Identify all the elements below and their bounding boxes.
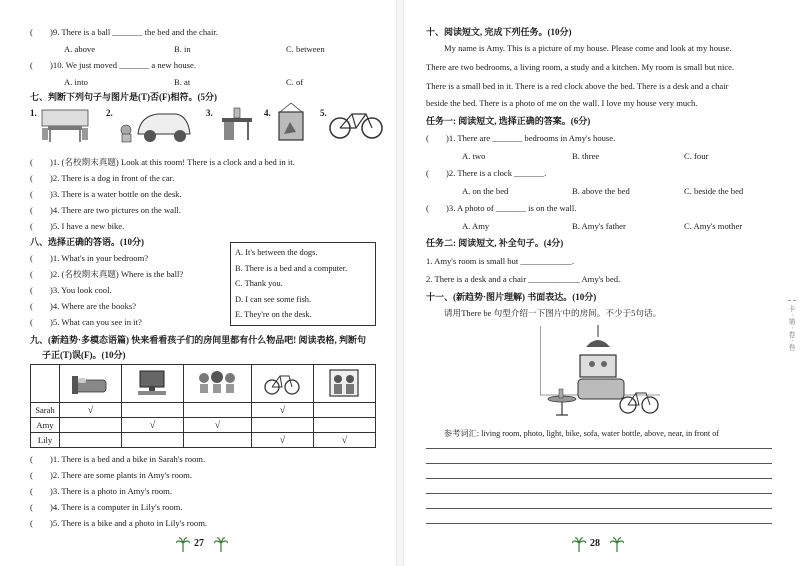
s8-item-3: ( )3. You look cool.	[30, 285, 112, 295]
table-header-plants	[183, 365, 251, 403]
passage-line-3: There is a small bed in it. There is a red clock above the bed. There is a desk and a chair	[426, 81, 729, 91]
binding-side-text: 卡 · 第 · 卷 · 卷	[788, 305, 796, 351]
task1-q1-option-a: A. two	[462, 151, 486, 161]
s8-item-5: ( )5. What can you see in it?	[30, 317, 142, 327]
q10-option-c: C. of	[286, 77, 304, 87]
s8-item-1: ( )1. What's in your bedroom?	[30, 253, 149, 263]
answer-option-c: C. Thank you.	[235, 279, 283, 288]
ceiling-lamp-icon	[586, 340, 610, 347]
s7-item-2: ( )2. There is a dog in front of the car.	[30, 173, 175, 183]
table-header-bed	[60, 365, 122, 403]
writing-line[interactable]	[426, 523, 772, 524]
pic-number-4: 4.	[264, 108, 271, 118]
answer-option-d: D. I can see some fish.	[235, 294, 312, 304]
cell	[252, 418, 314, 433]
plants-icon	[195, 368, 239, 398]
answer-option-a: A. It's between the dogs.	[235, 248, 318, 257]
task1-q1: ( )1. There are _______ bedrooms in Amy's house.	[426, 133, 616, 143]
row-name-amy: Amy	[31, 418, 60, 433]
s7-item-3: ( )3. There is a water bottle on the desk.	[30, 189, 182, 199]
writing-line[interactable]	[426, 508, 772, 509]
section9-title-line1: 九、(新趋势·多模态语篇) 快来看看孩子们的房间里都有什么物品吧! 阅读表格, 判断句	[30, 335, 366, 345]
bike-icon	[620, 393, 658, 413]
passage-line-4: beside the bed. There is a photo of me on the wall. I love my house very much.	[426, 98, 698, 108]
bike-icon	[262, 368, 302, 398]
left-page	[0, 0, 398, 566]
palm-decoration-icon	[572, 537, 586, 553]
cell	[313, 418, 375, 433]
pic-number-1: 1.	[30, 108, 37, 118]
items-table	[30, 364, 376, 448]
cell	[183, 433, 251, 448]
section11-instruction: 请用There be 句型介绍一下图片中的房间。不少于5句话。	[444, 308, 662, 318]
binding-mark	[788, 300, 796, 301]
s9-item-3: ( )3. There is a photo in Amy's room.	[30, 486, 172, 496]
cell	[121, 403, 183, 418]
writing-line[interactable]	[426, 463, 772, 464]
answer-option-b: B. There is a bed and a computer.	[235, 263, 348, 273]
task1-q3: ( )3. A photo of _______ is on the wall.	[426, 203, 577, 213]
dog-and-car-picture	[118, 104, 194, 146]
task1-q2-option-b: B. above the bed	[572, 186, 630, 196]
q9-option-a: A. above	[64, 44, 96, 54]
s7-item-5: ( )5. I have a new bike.	[30, 221, 125, 231]
pic-number-3: 3.	[206, 108, 213, 118]
page-number-left: 27	[194, 538, 204, 549]
right-page	[402, 0, 800, 566]
writing-line[interactable]	[426, 448, 772, 449]
task1-q3-option-a: A. Amy	[462, 221, 490, 231]
q10-option-a: A. into	[64, 77, 88, 87]
cell	[183, 403, 251, 418]
pic-number-2: 2.	[106, 108, 113, 118]
section9-title-line2: 子正(T)误(F)。(10分)	[42, 350, 126, 360]
s9-item-5: ( )5. There is a bike and a photo in Lily's room.	[30, 518, 208, 528]
cell: √	[121, 418, 183, 433]
section10-title: 十、阅读短文, 完成下列任务。(10分)	[426, 27, 572, 37]
writing-line[interactable]	[426, 478, 772, 479]
bike-picture	[328, 108, 384, 140]
passage-line-1: My name is Amy. This is a picture of my house. Please come and look at my house.	[444, 43, 732, 53]
cell: √	[60, 403, 122, 418]
s8-item-2: ( )2. (名校期末真题) Where is the ball?	[30, 269, 184, 279]
cell	[60, 418, 122, 433]
q10-option-b: B. at	[174, 77, 191, 87]
computer-icon	[132, 368, 172, 398]
task1-q3-option-b: B. Amy's father	[572, 221, 626, 231]
section11-title: 十一、(新趋势·图片理解) 书面表达。(10分)	[426, 292, 597, 302]
s9-item-1: ( )1. There is a bed and a bike in Sarah's room.	[30, 454, 206, 464]
cell	[313, 403, 375, 418]
task1-q2-option-c: C. beside the bed	[684, 186, 744, 196]
task2-item-2: 2. There is a desk and a chair ____________ Amy's bed.	[426, 274, 621, 284]
q9-option-b: B. in	[174, 44, 191, 54]
section7-title: 七、判断下列句子与图片是(T)否(F)相符。(5分)	[30, 92, 217, 102]
q9-option-c: C. between	[286, 44, 325, 54]
cell: √	[252, 433, 314, 448]
table-header-photo	[313, 365, 375, 403]
bed-icon	[70, 368, 110, 398]
task1-q3-option-c: C. Amy's mother	[684, 221, 743, 231]
cell	[60, 433, 122, 448]
task1-title: 任务一: 阅读短文, 选择正确的答案。(6分)	[426, 116, 591, 126]
cell: √	[313, 433, 375, 448]
palm-decoration-icon	[610, 537, 624, 553]
task2-item-1: 1. Amy's room is small but ____________.	[426, 256, 575, 266]
q9-text: ( )9. There is a ball _______ the bed and the chair.	[30, 27, 218, 37]
photo-icon	[324, 368, 364, 398]
page-number-right: 28	[590, 538, 600, 549]
s7-item-1: ( )1. (名校期末真题) Look at this room! There is a clock and a bed in it.	[30, 157, 295, 167]
wall-photo-icon	[580, 355, 616, 377]
task1-q2: ( )2. There is a clock _______.	[426, 168, 547, 178]
task1-q2-option-a: A. on the bed	[462, 186, 509, 196]
q10-text: ( )10. We just moved _______ a new house.	[30, 60, 196, 70]
answer-option-e: E. They're on the desk.	[235, 310, 312, 319]
palm-decoration-icon	[214, 537, 228, 553]
palm-decoration-icon	[176, 537, 190, 553]
vocabulary-hint: 参考词汇: living room, photo, light, bike, sofa, water bottle, above, near, in front of	[444, 429, 720, 438]
row-name-lily: Lily	[31, 433, 60, 448]
sofa-icon	[578, 379, 624, 399]
table-header-computer	[121, 365, 183, 403]
cell	[121, 433, 183, 448]
s7-item-4: ( )4. There are two pictures on the wall.	[30, 205, 181, 215]
living-room-illustration	[540, 325, 660, 420]
s9-item-2: ( )2. There are some plants in Amy's room.	[30, 470, 193, 480]
picture-frame-on-wall	[276, 102, 306, 142]
task1-q1-option-b: B. three	[572, 151, 600, 161]
table-header-bike	[252, 365, 314, 403]
s8-item-4: ( )4. Where are the books?	[30, 301, 137, 311]
desk-with-bottle-picture	[220, 104, 254, 144]
passage-line-2: There are two bedrooms, a living room, a study and a kitchen. My room is small but nice.	[426, 62, 735, 72]
writing-line[interactable]	[426, 493, 772, 494]
s9-item-4: ( )4. There is a computer in Lily's room.	[30, 502, 183, 512]
row-name-sarah: Sarah	[31, 403, 60, 418]
task2-title: 任务二: 阅读短文, 补全句子。(4分)	[426, 238, 564, 248]
pic-number-5: 5.	[320, 108, 327, 118]
water-bottle-icon	[559, 389, 563, 398]
room-table-chairs-picture	[40, 104, 90, 144]
cell: √	[252, 403, 314, 418]
task1-q1-option-c: C. four	[684, 151, 709, 161]
answer-options-box	[230, 242, 376, 326]
section8-title: 八、选择正确的答语。(10分)	[30, 237, 144, 247]
cell: √	[183, 418, 251, 433]
